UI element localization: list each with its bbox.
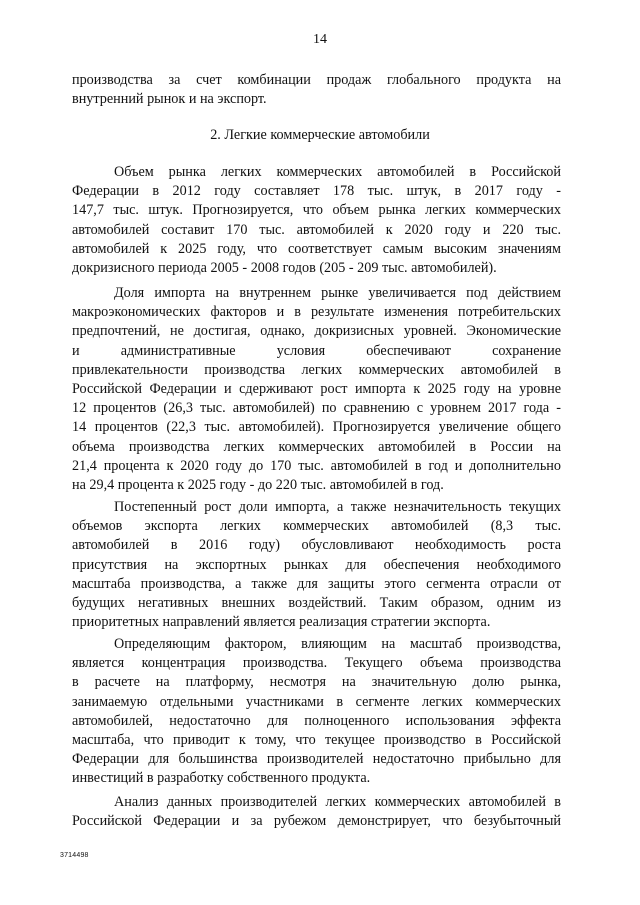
text-line: 14 процентов (22,3 тыс. автомобилей). Прогнозируется увеличение общего xyxy=(72,419,561,436)
intro-text xyxy=(72,71,561,109)
text-line: Федерации для большинства производителей недостаточно прибыльно для xyxy=(72,751,561,768)
text-line: 21,4 процента к 2020 году до 170 тыс. автомобилей в год и дополнительно xyxy=(72,457,561,474)
text-line: будущих негативных внешних воздействий. Таким образом, одним из xyxy=(72,594,561,611)
text-line: занимаемую отдельными участниками в сегменте легких коммерческих xyxy=(72,693,561,710)
text-line: 12 процентов (26,3 тыс. автомобилей) по сравнению с уровнем 2017 года - xyxy=(72,400,561,417)
text-line: 147,7 тыс. штук. Прогнозируется, что объем рынка легких коммерческих xyxy=(72,202,561,219)
text-line: докризисного периода 2005 - 2008 годов (205 - 209 тыс. автомобилей). xyxy=(72,259,497,276)
text-line: Анализ данных производителей легких коммерческих автомобилей в xyxy=(114,794,561,810)
text-line: инвестиций в разработку собственного продукта. xyxy=(72,770,371,787)
text-line: Российской Федерации и сдерживают рост импорта к 2025 году на уровне xyxy=(72,380,561,397)
page-number: 14 xyxy=(313,32,327,47)
text-line: и административные условия обеспечивают сохранение xyxy=(72,342,561,359)
text-line: Доля импорта на внутреннем рынке увеличивается под действием xyxy=(114,285,561,301)
text-line: присутствия на экспортных рынках для обеспечения необходимого xyxy=(72,556,561,573)
text-line: на 29,4 процента к 2025 году - до 220 тыс. автомобилей в год. xyxy=(72,476,444,493)
text-line: Российской Федерации и за рубежом демонстрирует, что безубыточный xyxy=(72,813,561,830)
text-line: приоритетных направлений является реализация стратегии экспорта. xyxy=(72,614,491,631)
text-line: привлекательности производства легких коммерческих автомобилей в xyxy=(72,361,561,378)
text-line: производства за счет комбинации продаж глобального продукта на xyxy=(72,72,561,88)
document-code: 3714498 xyxy=(60,852,89,859)
text-line: внутренний рынок и на экспорт. xyxy=(72,91,267,108)
text-line: объемов экспорта легких коммерческих автомобилей (8,3 тыс. xyxy=(72,518,561,535)
text-line: макроэкономических факторов и в результате изменения потребительских xyxy=(72,304,561,321)
text-line: Федерации в 2012 году составляет 178 тыс. штук, в 2017 году - xyxy=(72,183,561,200)
text-line: масштаба, что приводит к тому, что текущее производство в Российской xyxy=(72,731,561,748)
paragraph-3 xyxy=(72,498,561,632)
text-line: Постепенный рост доли импорта, а также незначительность текущих xyxy=(114,499,561,515)
paragraph-2 xyxy=(72,284,561,495)
text-line: предпочтений, не достигая, однако, докризисных уровней. Экономические xyxy=(72,323,561,340)
text-line: в расчете на платформу, несмотря на значительную долю рынка, xyxy=(72,674,561,691)
text-line: масштаба производства, а также для защиты этого сегмента отрасли от xyxy=(72,575,561,592)
text-line: Объем рынка легких коммерческих автомобилей в Российской xyxy=(114,164,561,180)
text-line: автомобилей составит 170 тыс. автомобилей к 2020 году и 220 тыс. xyxy=(72,221,561,238)
paragraph-1 xyxy=(72,163,561,278)
text-line: автомобилей, недостаточно для полноценного использования эффекта xyxy=(72,712,561,729)
text-line: автомобилей к 2025 году, что соответствует самым высоким значениям xyxy=(72,240,561,257)
text-line: объема производства легких коммерческих автомобилей в России на xyxy=(72,438,561,455)
text-line: Определяющим фактором, влияющим на масштаб производства, xyxy=(114,636,561,652)
text-line: автомобилей в 2016 году) обусловливают необходимость роста xyxy=(72,537,561,554)
paragraph-5 xyxy=(72,793,561,831)
text-line: является концентрация производства. Текущего объема производства xyxy=(72,655,561,672)
paragraph-4 xyxy=(72,635,561,789)
section-heading: 2. Легкие коммерческие автомобили xyxy=(210,127,430,143)
